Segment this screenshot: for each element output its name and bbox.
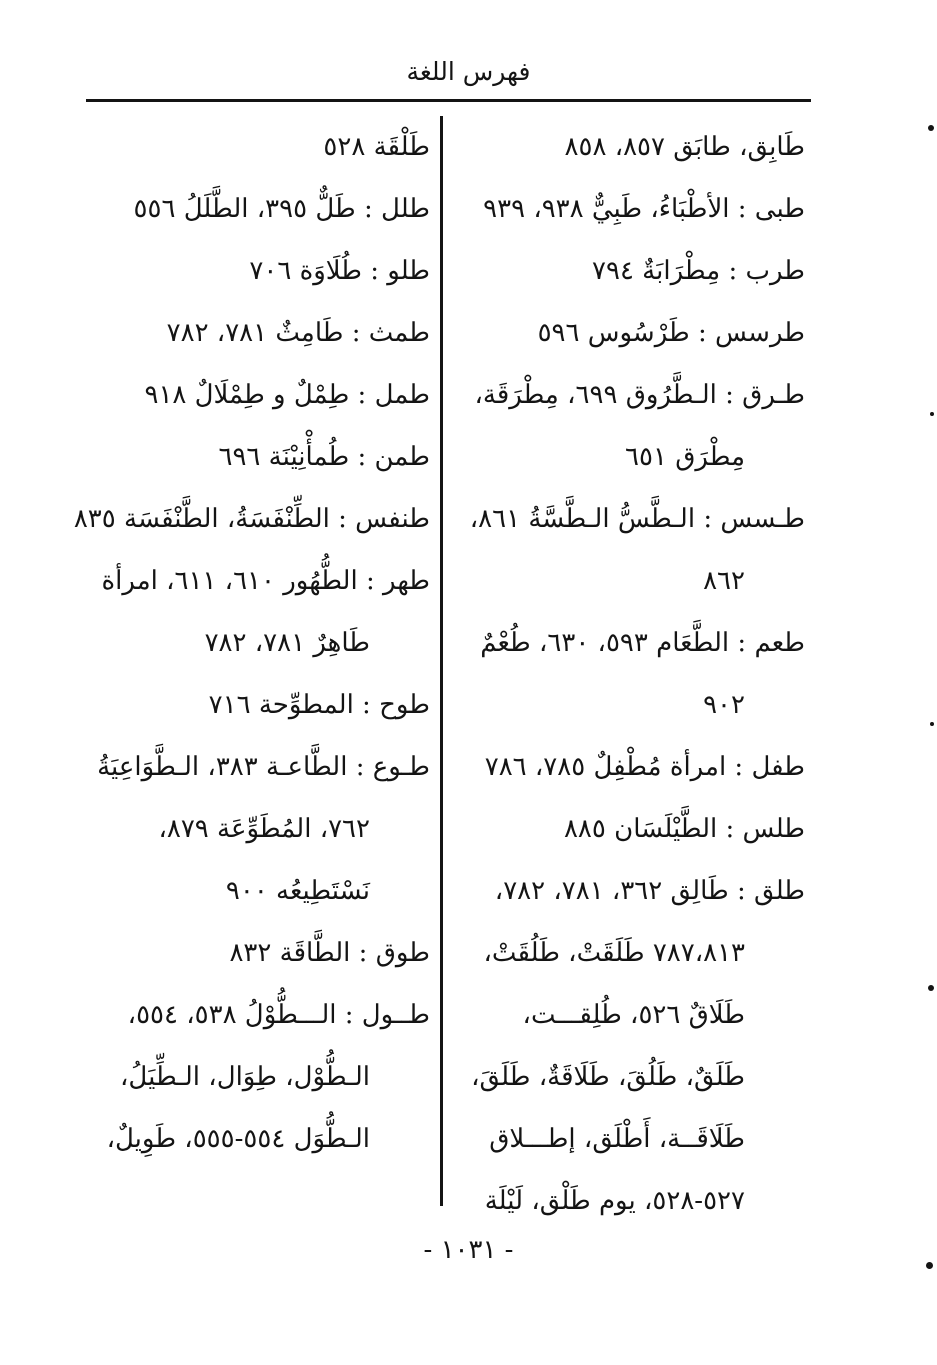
scan-speck [928,985,934,991]
index-entry-line: طبى : الأطْبَاءُ، طَبِيٌّ ٩٣٨، ٩٣٩ [483,194,805,224]
index-entry-line: طرب : مِطْرَابَةٌ ٧٩٤ [592,256,805,286]
index-entry-line: ٧٦٢، المُطَوِّعَة ٨٧٩، [158,814,370,844]
index-entry-line: طلق : طَالِق ٣٦٢، ٧٨١، ٧٨٢، [494,876,805,906]
index-entry-line: طمن : طُمأْنِيْنَة ٦٩٦ [218,442,430,472]
index-entry-line: ٩٠٢ [703,690,745,720]
index-entry-line: طَاهِرٌ ٧٨١، ٧٨٢ [204,628,370,658]
index-entry-line: طــول : الـــطُّوْلُ ٥٣٨، ٥٥٤، [127,1000,430,1030]
index-entry-line: طـوع : الطَّاعـة ٣٨٣، الـطَّوَاعِيَةُ [97,752,430,782]
index-entry-line: طهر : الطُّهُور ٦١٠، ٦١١، امرأة [101,566,430,596]
column-divider [440,116,443,1206]
index-entry-line: نَسْتَطِيعُه ٩٠٠ [225,876,370,906]
index-entry-line: الـطُّوْل، طِوَال، الـطِّيَلُ، [120,1062,370,1092]
index-entry-line: طـسس : الـطَّسُّ الـطَّسَّةُ ٨٦١، [469,504,805,534]
index-entry-line: طمل : طِمْلٌ و طِمْلَالٌ ٩١٨ [144,380,430,410]
header-rule [86,99,811,102]
index-entry-line: طعم : الطَّعَام ٥٩٣، ٦٣٠، طُعْمٌ [480,628,805,658]
index-entry-line: طوق : الطَّاقَة ٨٣٢ [229,938,430,968]
index-entry-line: طَلْقَة ٥٢٨ [323,132,430,162]
page-title: فهرس اللغة [406,57,531,86]
index-entry-line: طفل : امرأة مُطْفِلٌ ٧٨٥، ٧٨٦ [484,752,805,782]
index-entry-line: طَلَقٌ، طَلُقَ، طَلَاقَةٌ، طَلَقَ، [471,1062,745,1092]
index-column-left [73,116,430,1170]
index-entry-line: طلل : طَلٌّ ٣٩٥، الطَّلَلُ ٥٥٦ [133,194,430,224]
index-entry-line: طرسس : طَرْسُوس ٥٩٦ [537,318,805,348]
page-number: - ١٠٣١ - [423,1235,514,1265]
scan-speck [928,125,934,131]
index-entry-line: مِطْرَق ٦٥١ [625,442,745,472]
index-entry-line: ٨٦٢ [703,566,745,596]
index-entry-line: طلو : طُلَاوَة ٧٠٦ [249,256,430,286]
index-entry-line: ٧٨٧،٨١٣ طَلَقَتْ، طَلُقَتْ، [483,938,745,968]
scan-speck [930,412,934,416]
index-entry-line: طلس : الطَّيْلَسَان ٨٨٥ [563,814,805,844]
index-entry-line: الـطُّوَل ٥٥٤-٥٥٥، طَوِيلٌ، [106,1124,370,1154]
index-entry-line: طَابِق، طابَق ٨٥٧، ٨٥٨ [564,132,805,162]
index-entry-line: طوح : المطوِّحة ٧١٦ [208,690,430,720]
index-entry-line: طنفس : الطِّنْفَسَةُ، الطَّنْفَسَة ٨٣٥ [73,504,430,534]
index-entry-line: طمث : طَامِثٌ ٧٨١، ٧٨٢ [166,318,430,348]
index-entry-line: طَلَاقٌ ٥٢٦، طُلِقـــت، [522,1000,745,1030]
index-entry-line: طَلَاقَــة، أَطْلَق، إطـــلاق [489,1124,745,1154]
scan-speck [930,722,934,726]
index-column-right [455,116,805,1232]
index-entry-line: ٥٢٧-٥٢٨، يوم طَلْق، لَيْلَة [484,1186,745,1216]
index-entry-line: طـرق : الـطَّرُوق ٦٩٩، مِطْرَقَة، [474,380,805,410]
scan-speck [926,1262,933,1269]
